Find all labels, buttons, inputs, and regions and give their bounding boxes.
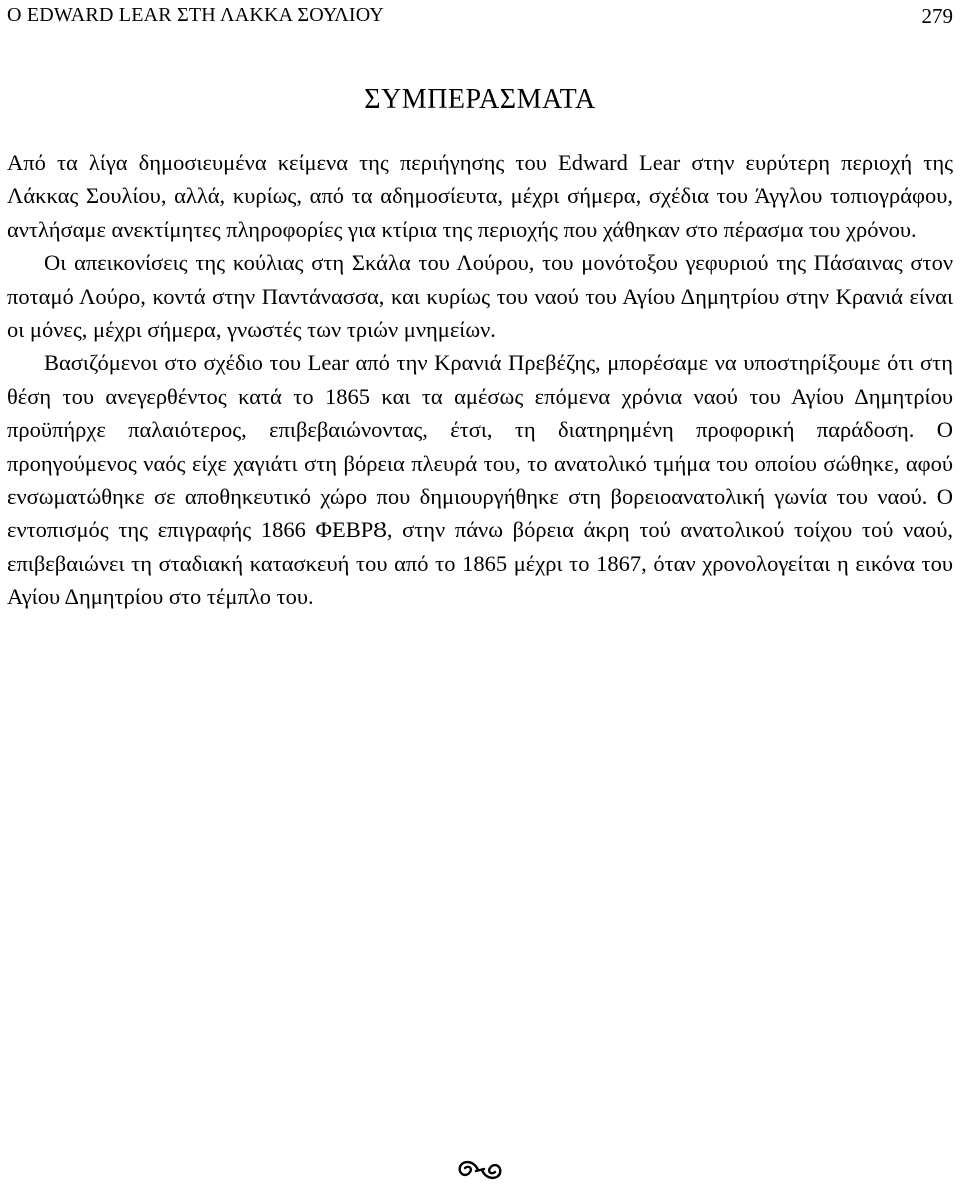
- paragraph-1: Από τα λίγα δημοσιευμένα κείμενα της περιήγησης του Edward Lear στην ευρύτερη περιοχή της Λάκκας Σουλίου, αλλά, κυρίως, από τα αδημοσίευτα, μέχρι σήμερα, σχέδια του Άγγλου τοπιογράφου, αντλήσαμε ανεκτίμητες πληροφορίες για κτίρια της περιοχής που χάθηκαν στο πέρασμα του χρόνου.: [7, 150, 953, 242]
- end-of-chapter-ornament: [7, 1158, 953, 1182]
- body-text: [7, 146, 953, 614]
- end-of-chapter-ornament-icon: [454, 1158, 506, 1180]
- page-number: 279: [921, 4, 953, 28]
- paragraph-3: Βασιζόμενοι στο σχέδιο του Lear από την Κρανιά Πρεβέζης, μπορέσαμε να υποστηρίξουμε ότι στη θέση του ανεγερθέντος κατά το 1865 και τα αμέσως επόμενα χρόνια ναού του Αγίου Δημητρίου προϋπήρχε παλαιότερος, επιβεβαιώνοντας, έτσι, τη διατηρημένη προφορική παράδοση. Ο προηγούμενος ναός είχε χαγιάτι στη βόρεια πλευρά του, το ανατολικό τμήμα του οποίου σώθηκε, αφού ενσωματώθηκε σε αποθηκευτικό χώρο που δημιουργήθηκε στη βορειοανατολική γωνία του ναού. Ο εντοπισμός της επιγραφής 1866 ΦΕΒΡȢ, στην πάνω βόρεια άκρη τού ανατολικού τοίχου τού ναού, επιβεβαιώνει τη σταδιακή κατασκευή του από το 1865 μέχρι το 1867, όταν χρονολογείται η εικόνα του Αγίου Δημητρίου στο τέμπλο του.: [7, 350, 953, 610]
- paragraph-2: Οι απεικονίσεις της κούλιας στη Σκάλα του Λούρου, του μονότοξου γεφυριού της Πάσαινας στον ποταμό Λούρο, κοντά στην Παντάνασσα, και κυρίως του ναού του Αγίου Δημητρίου στην Κρανιά είναι οι μόνες, μέχρι σήμερα, γνωστές των τριών μνημείων.: [7, 250, 953, 343]
- running-header: [7, 4, 953, 30]
- running-title: O EDWARD LEAR ΣΤΗ ΛΑΚΚΑ ΣΟΥΛΙΟΥ: [7, 4, 385, 26]
- section-heading: ΣΥΜΠΕΡΑΣΜΑΤΑ: [364, 84, 596, 115]
- book-page: [7, 0, 953, 1191]
